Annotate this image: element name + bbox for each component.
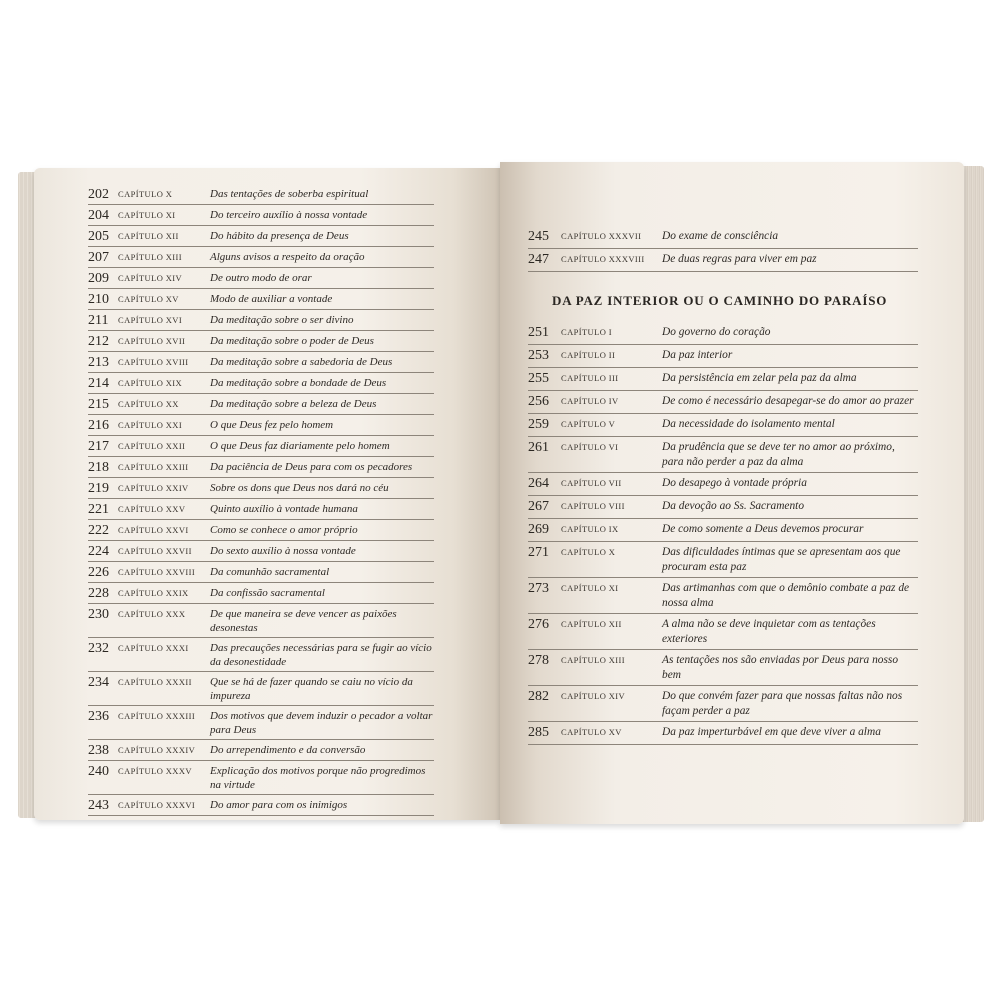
toc-entry <box>88 184 434 205</box>
left-table-of-contents <box>88 184 434 816</box>
section-title: DA PAZ INTERIOR OU O CAMINHO DO PARAÍSO <box>552 293 888 308</box>
chapter-title: Da meditação sobre o ser divino <box>210 314 354 326</box>
page-number: 264 <box>528 476 549 491</box>
toc-entry <box>528 578 918 614</box>
chapter-label: CAPÍTULO VIII <box>561 501 625 511</box>
chapter-label: CAPÍTULO IX <box>561 524 619 534</box>
chapter-label: CAPÍTULO XXI <box>118 420 183 430</box>
chapter-label: CAPÍTULO IV <box>561 396 619 406</box>
toc-entry <box>88 310 434 331</box>
page-number: 211 <box>88 313 109 328</box>
toc-entry <box>88 520 434 541</box>
toc-entry <box>88 761 434 795</box>
toc-entry <box>528 496 918 519</box>
page-number: 273 <box>528 581 549 596</box>
chapter-label: CAPÍTULO X <box>118 189 173 199</box>
page-number: 202 <box>88 187 109 202</box>
toc-entry <box>88 205 434 226</box>
chapter-title: Do terceiro auxílio à nossa vontade <box>210 209 368 221</box>
chapter-title: De outro modo de orar <box>210 272 312 284</box>
chapter-title: Do hábito da presença de Deus <box>210 230 349 242</box>
chapter-label: CAPÍTULO XIII <box>561 655 625 665</box>
page-number: 217 <box>88 439 109 454</box>
chapter-title: Dos motivos que devem induzir o pecador a voltar para Deus <box>210 710 433 736</box>
page-number: 238 <box>88 743 109 758</box>
page-number: 215 <box>88 397 109 412</box>
chapter-title: O que Deus fez pelo homem <box>210 419 334 431</box>
toc-entry <box>528 345 918 368</box>
chapter-title: Que se há de fazer quando se caiu no vício da impureza <box>210 676 413 702</box>
chapter-label: CAPÍTULO XXVIII <box>118 567 196 577</box>
chapter-label: CAPÍTULO XV <box>118 294 179 304</box>
toc-entry <box>88 795 434 816</box>
toc-entry <box>88 226 434 247</box>
page-number: 243 <box>88 798 109 813</box>
page-number: 224 <box>88 544 109 559</box>
chapter-title: Quinto auxílio à vontade humana <box>210 503 358 515</box>
page-number: 269 <box>528 522 549 537</box>
chapter-label: CAPÍTULO XXXVI <box>118 800 196 810</box>
chapter-title: O que Deus faz diariamente pelo homem <box>210 440 390 452</box>
page-number: 218 <box>88 460 109 475</box>
chapter-label: CAPÍTULO VI <box>561 442 619 452</box>
chapter-label: CAPÍTULO XIV <box>561 691 626 701</box>
chapter-label: CAPÍTULO V <box>561 419 616 429</box>
chapter-label: CAPÍTULO XVI <box>118 315 183 325</box>
chapter-label: CAPÍTULO XXXIV <box>118 745 196 755</box>
chapter-title: Da persistência em zelar pela paz da alma <box>662 372 857 384</box>
chapter-title: Do governo do coração <box>662 326 771 338</box>
chapter-label: CAPÍTULO XXVI <box>118 525 189 535</box>
chapter-label: CAPÍTULO I <box>561 327 612 337</box>
page-number: 276 <box>528 617 549 632</box>
chapter-title: Da paz interior <box>662 349 733 361</box>
chapter-title: De como somente a Deus devemos procurar <box>662 523 864 535</box>
toc-entry <box>88 289 434 310</box>
toc-entry <box>88 247 434 268</box>
chapter-label: CAPÍTULO XXXVII <box>561 231 642 241</box>
chapter-label: CAPÍTULO XXVII <box>118 546 192 556</box>
chapter-label: CAPÍTULO XIII <box>118 252 182 262</box>
toc-entry <box>528 391 918 414</box>
chapter-title: Do sexto auxílio à nossa vontade <box>210 545 356 557</box>
page-number: 210 <box>88 292 109 307</box>
page-number: 212 <box>88 334 109 349</box>
toc-entry <box>88 706 434 740</box>
page-number: 219 <box>88 481 109 496</box>
page-number: 245 <box>528 229 549 244</box>
page-number: 282 <box>528 689 549 704</box>
page-number: 228 <box>88 586 109 601</box>
chapter-label: CAPÍTULO XXV <box>118 504 186 514</box>
chapter-label: CAPÍTULO XV <box>561 727 622 737</box>
page-number: 253 <box>528 348 549 363</box>
chapter-title: Da devoção ao Ss. Sacramento <box>662 500 805 512</box>
chapter-title: Da paz imperturbável em que deve viver a alma <box>662 726 881 738</box>
page-number: 271 <box>528 545 549 560</box>
toc-entry <box>528 249 918 272</box>
toc-entry <box>88 478 434 499</box>
toc-entry <box>88 638 434 672</box>
chapter-label: CAPÍTULO XX <box>118 399 179 409</box>
chapter-label: CAPÍTULO XVII <box>118 336 186 346</box>
page-number: 278 <box>528 653 549 668</box>
chapter-label: CAPÍTULO XIV <box>118 273 183 283</box>
page-number: 205 <box>88 229 109 244</box>
toc-entry <box>88 740 434 761</box>
page-number: 230 <box>88 607 109 622</box>
chapter-label: CAPÍTULO III <box>561 373 619 383</box>
page-number: 222 <box>88 523 109 538</box>
chapter-label: CAPÍTULO XIX <box>118 378 183 388</box>
right-table-of-contents <box>528 322 918 745</box>
toc-entry <box>528 473 918 496</box>
page-number: 267 <box>528 499 549 514</box>
page-number: 261 <box>528 440 549 455</box>
page-number: 259 <box>528 417 549 432</box>
chapter-title: Modo de auxiliar a vontade <box>210 293 333 305</box>
chapter-label: CAPÍTULO XXIX <box>118 588 189 598</box>
chapter-label: CAPÍTULO XI <box>118 210 176 220</box>
chapter-title: A alma não se deve inquietar com as tentações exteriores <box>662 618 876 645</box>
chapter-label: CAPÍTULO XXXII <box>118 677 192 687</box>
chapter-title: Das dificuldades íntimas que se apresentam aos que procuram esta paz <box>662 546 901 573</box>
toc-entry <box>88 672 434 706</box>
chapter-title: Da confissão sacramental <box>210 587 325 599</box>
chapter-title: De duas regras para viver em paz <box>662 253 817 265</box>
toc-entry <box>88 436 434 457</box>
chapter-title: Como se conhece o amor próprio <box>210 524 358 536</box>
page-number: 214 <box>88 376 109 391</box>
toc-entry <box>528 686 918 722</box>
chapter-title: Do amor para com os inimigos <box>210 799 348 811</box>
page-number: 213 <box>88 355 109 370</box>
chapter-title: Do que convém fazer para que nossas faltas não nos façam perder a paz <box>662 690 903 717</box>
toc-entry <box>88 268 434 289</box>
chapter-label: CAPÍTULO XXXVIII <box>561 254 645 264</box>
chapter-title: Sobre os dons que Deus nos dará no céu <box>210 482 389 494</box>
toc-entry <box>528 614 918 650</box>
chapter-title: Da paciência de Deus para com os pecadores <box>210 461 413 473</box>
page-number: 209 <box>88 271 109 286</box>
chapter-title: Alguns avisos a respeito da oração <box>210 251 365 263</box>
toc-entry <box>88 373 434 394</box>
chapter-title: Da prudência que se deve ter no amor ao próximo, para não perder a paz da alma <box>662 441 895 468</box>
toc-entry <box>88 562 434 583</box>
toc-entry <box>528 519 918 542</box>
chapter-title: De como é necessário desapegar-se do amor ao prazer <box>662 395 914 407</box>
toc-entry <box>528 722 918 745</box>
toc-entry <box>528 437 918 473</box>
toc-entry <box>88 541 434 562</box>
page-number: 236 <box>88 709 109 724</box>
toc-entry <box>528 542 918 578</box>
chapter-label: CAPÍTULO XII <box>561 619 622 629</box>
chapter-title: Do exame de consciência <box>662 230 779 242</box>
toc-entry <box>88 604 434 638</box>
page-number: 226 <box>88 565 109 580</box>
chapter-title: Da meditação sobre a sabedoria de Deus <box>210 356 393 368</box>
chapter-label: CAPÍTULO XII <box>118 231 179 241</box>
toc-entry <box>88 352 434 373</box>
toc-entry <box>88 394 434 415</box>
toc-entry <box>528 414 918 437</box>
page-number: 204 <box>88 208 109 223</box>
chapter-label: CAPÍTULO VII <box>561 478 622 488</box>
chapter-title: Do desapego à vontade própria <box>662 477 807 489</box>
chapter-label: CAPÍTULO XI <box>561 583 619 593</box>
chapter-title: De que maneira se deve vencer as paixões desonestas <box>210 608 397 634</box>
toc-entry <box>88 583 434 604</box>
toc-entry <box>528 226 918 249</box>
toc-entry <box>88 457 434 478</box>
page-number: 247 <box>528 252 549 267</box>
chapter-label: CAPÍTULO XXIII <box>118 462 189 472</box>
chapter-title: Das tentações de soberba espiritual <box>210 188 369 200</box>
toc-entry <box>88 499 434 520</box>
toc-entry <box>528 650 918 686</box>
page-number: 207 <box>88 250 109 265</box>
chapter-label: CAPÍTULO XXX <box>118 609 186 619</box>
chapter-label: CAPÍTULO XXXIII <box>118 711 196 721</box>
page-number: 240 <box>88 764 109 779</box>
chapter-label: CAPÍTULO X <box>561 547 616 557</box>
chapter-title: Da comunhão sacramental <box>210 566 330 578</box>
page-number: 285 <box>528 725 549 740</box>
toc-entry <box>88 331 434 352</box>
toc-entry <box>528 368 918 391</box>
page-number: 255 <box>528 371 549 386</box>
page-number: 232 <box>88 641 109 656</box>
page-number: 216 <box>88 418 109 433</box>
page-number: 234 <box>88 675 109 690</box>
chapter-title: As tentações nos são enviadas por Deus para nosso bem <box>662 654 899 681</box>
chapter-title: Das precauções necessárias para se fugir ao vício da desonestidade <box>210 642 432 668</box>
chapter-title: Explicação dos motivos porque não progredimos na virtude <box>210 765 426 791</box>
page-number: 251 <box>528 325 549 340</box>
chapter-title: Da necessidade do isolamento mental <box>662 418 835 430</box>
chapter-title: Da meditação sobre a bondade de Deus <box>210 377 387 389</box>
chapter-title: Da meditação sobre a beleza de Deus <box>210 398 377 410</box>
toc-entry <box>88 415 434 436</box>
chapter-label: CAPÍTULO XXXI <box>118 643 189 653</box>
chapter-title: Da meditação sobre o poder de Deus <box>210 335 374 347</box>
chapter-label: CAPÍTULO XXII <box>118 441 186 451</box>
chapter-title: Do arrependimento e da conversão <box>210 744 366 756</box>
chapter-label: CAPÍTULO II <box>561 350 616 360</box>
chapter-label: CAPÍTULO XXXV <box>118 766 192 776</box>
chapter-title: Das artimanhas com que o demônio combate a paz de nossa alma <box>662 582 910 609</box>
chapter-label: CAPÍTULO XXIV <box>118 483 189 493</box>
page-number: 256 <box>528 394 549 409</box>
right-top-table-of-contents <box>528 226 918 272</box>
page-number: 221 <box>88 502 109 517</box>
chapter-label: CAPÍTULO XVIII <box>118 357 189 367</box>
toc-entry <box>528 322 918 345</box>
